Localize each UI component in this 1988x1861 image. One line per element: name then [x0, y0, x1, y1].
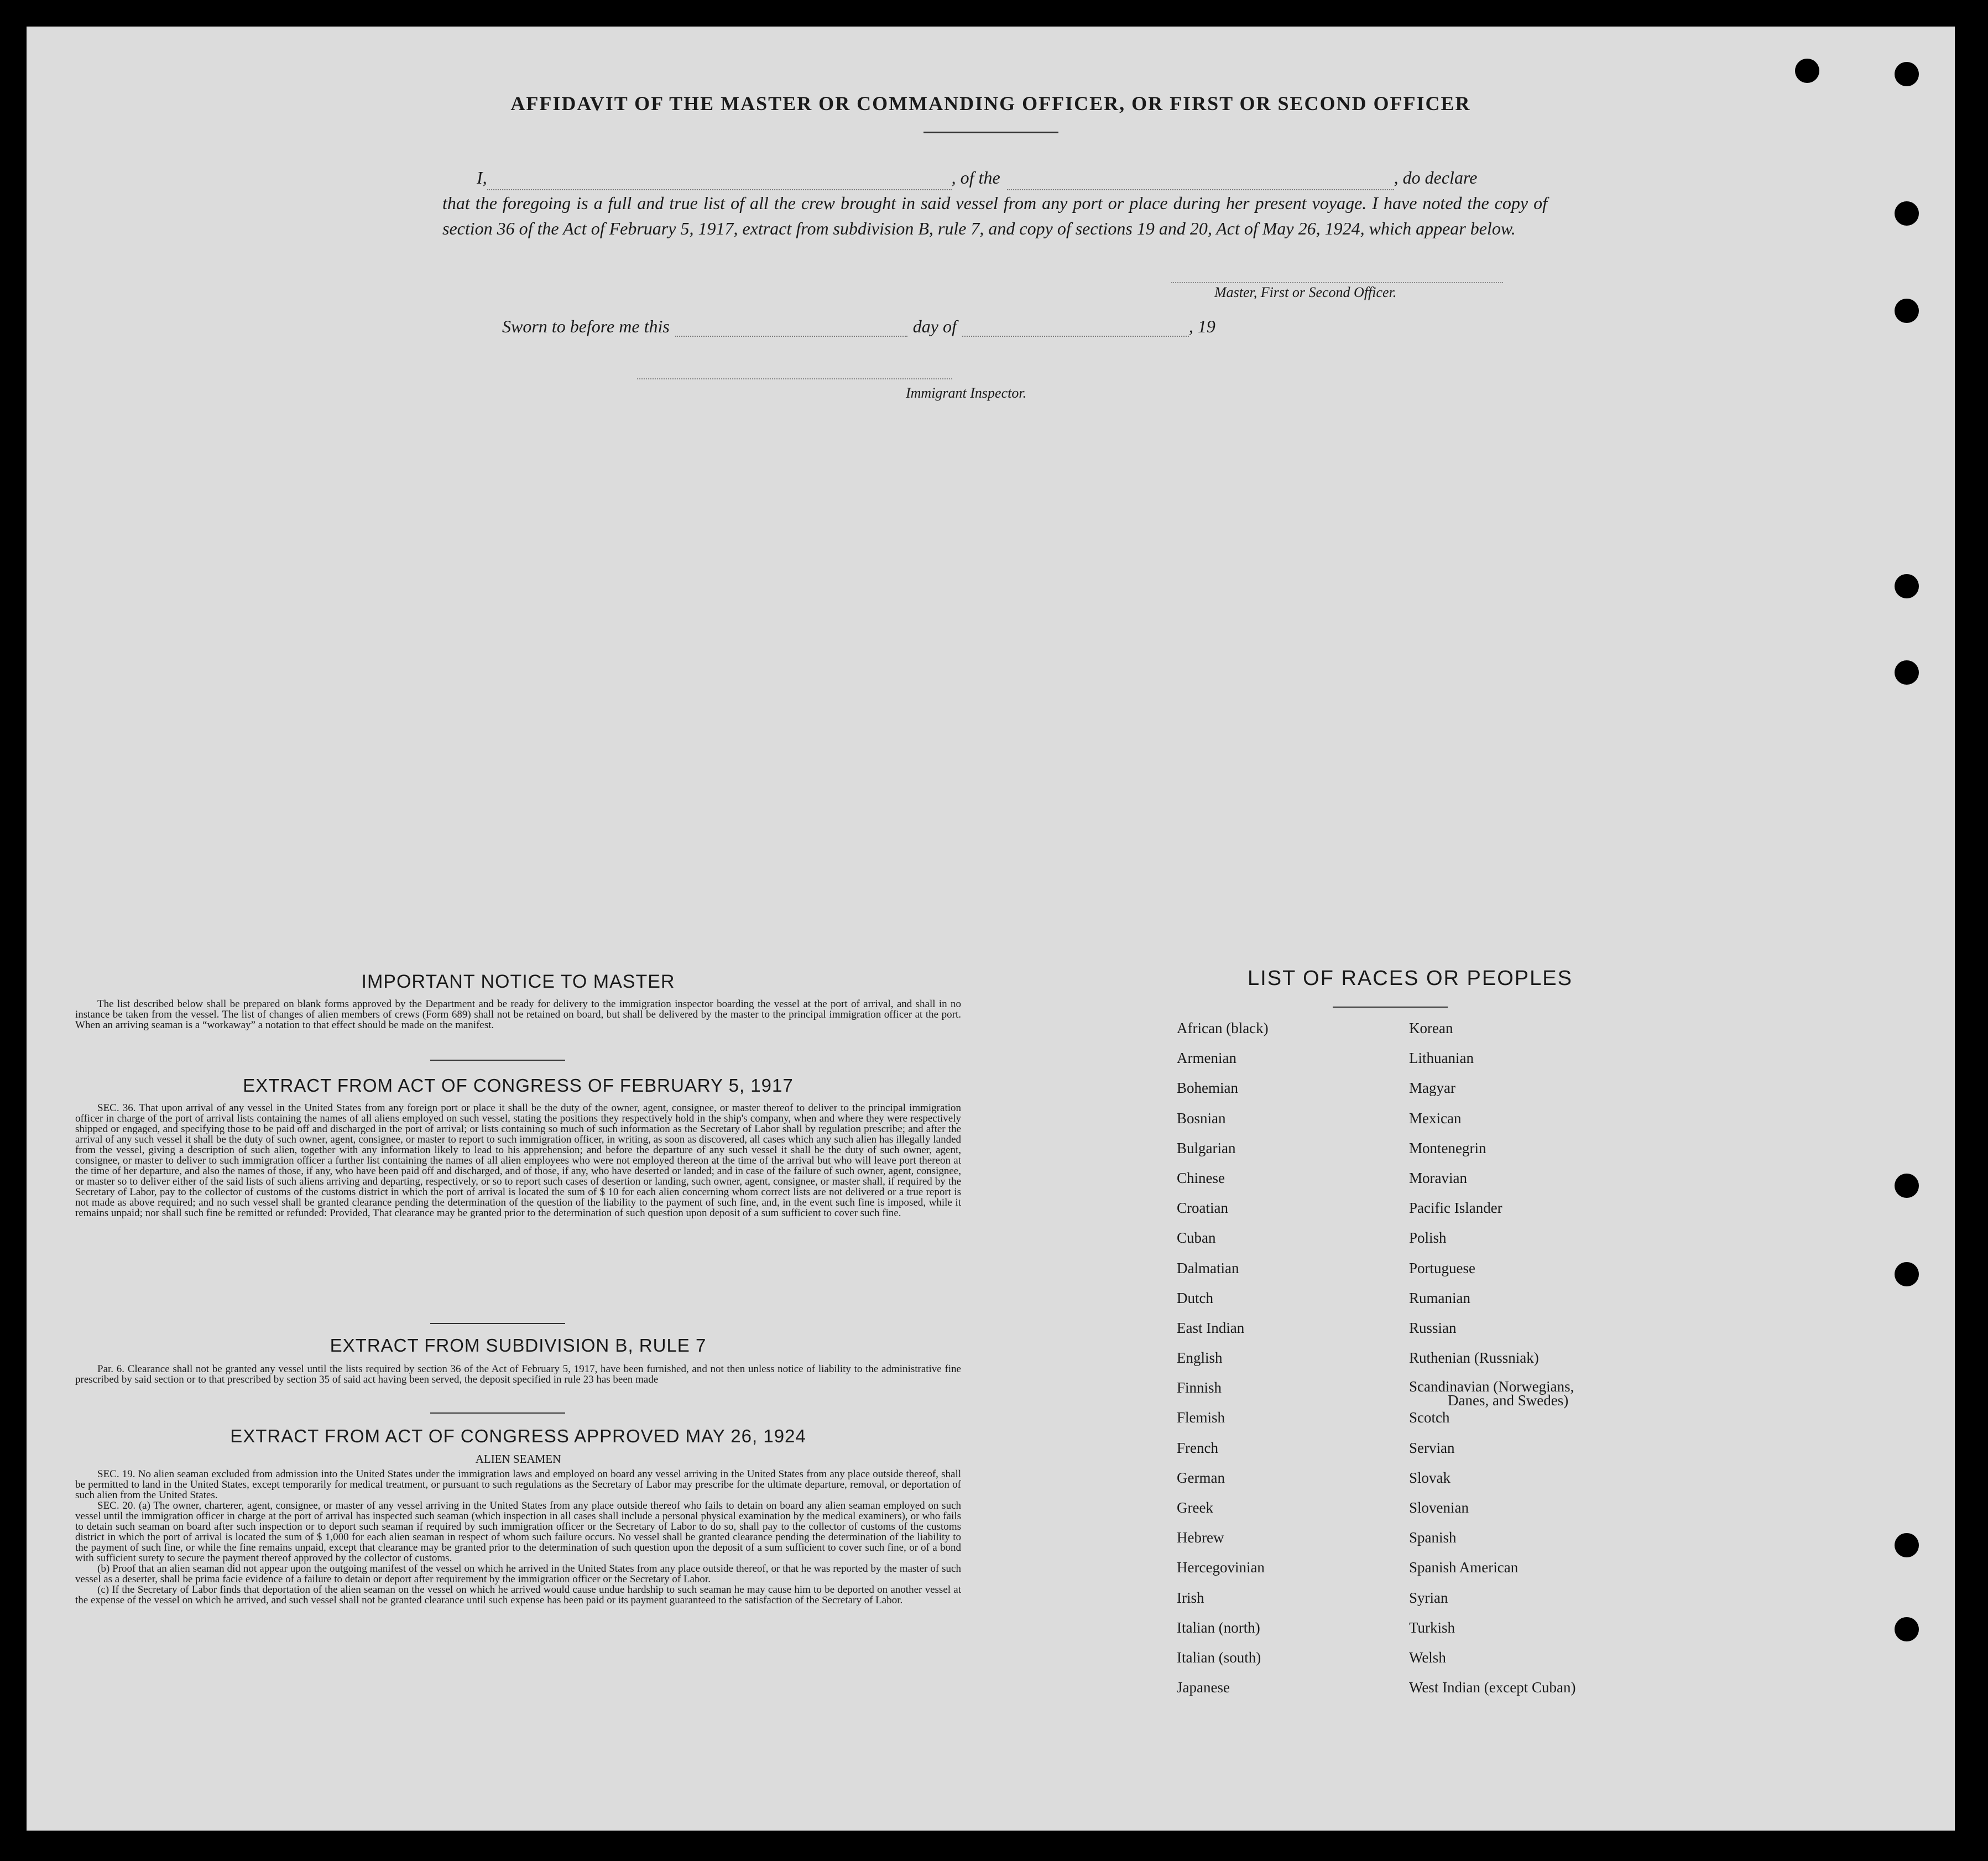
- binder-hole: [1895, 1533, 1919, 1557]
- race-item: Flemish: [1177, 1409, 1225, 1426]
- declaration-body: that the foregoing is a full and true list of all the crew brought in said vessel from any port or place during her present voyage. I have noted the copy of section 36 of the Act of February 5, 1917, extract from subdivision B, rule 7, and copy of sections 19 and 20, Act of May 26, 1924, which appear below.: [442, 193, 1547, 238]
- race-item: Dutch: [1177, 1289, 1213, 1306]
- extract-1917-title: EXTRACT FROM ACT OF CONGRESS OF FEBRUARY 5, 1917: [243, 1075, 794, 1096]
- of-the-label: , of the: [951, 168, 1000, 187]
- binder-hole: [1895, 1262, 1919, 1286]
- sworn-day-of: day of: [912, 316, 957, 336]
- affidavit-declaration: [442, 165, 1547, 241]
- race-item: Pacific Islander: [1409, 1200, 1502, 1217]
- sec-19-paragraph: SEC. 19. No alien seaman excluded from admission into the United States under the immigration laws and employed on board any vessel arriving in the United States from any place outside thereof, shall be permitted to land in the United States, except temporarily for medical treatment, or pursuant to such regulations as the Secretary of Labor may prescribe for the ultimate departure, removal, or deportation of such alien from the United States.: [75, 1468, 961, 1501]
- race-item: Slovenian: [1409, 1499, 1469, 1516]
- races-title-underline: [1333, 1007, 1448, 1008]
- race-item: Hercegovinian: [1177, 1559, 1265, 1576]
- do-declare-label: , do declare: [1394, 168, 1478, 187]
- inspector-caption: Immigrant Inspector.: [906, 385, 1027, 401]
- binder-hole: [1895, 299, 1919, 323]
- race-item: Bosnian: [1177, 1109, 1226, 1127]
- section-divider: [430, 1412, 565, 1414]
- race-item: Mexican: [1409, 1109, 1462, 1127]
- race-item: Spanish: [1409, 1529, 1457, 1546]
- races-right-column: [1409, 1020, 1575, 1709]
- race-item: Turkish: [1409, 1619, 1455, 1636]
- race-item: Greek: [1177, 1499, 1213, 1516]
- notice-paragraph: The list described below shall be prepared on blank forms approved by the Department and be ready for delivery to the immigration inspector boarding the vessel at the port of arrival, and shall in no instance be taken from the vessel. The list of changes of alien members of crews (Form 689) shall not be retained on board, but shall be delivered by the master to the principal immigration officer at the port. When an arriving seaman is a “workaway” a notation to that effect should be made on the manifest.: [75, 998, 961, 1031]
- binder-hole: [1895, 1174, 1919, 1198]
- race-item: Syrian: [1409, 1589, 1448, 1606]
- title-underline: [923, 132, 1058, 133]
- race-item: Servian: [1409, 1439, 1455, 1456]
- section-divider: [430, 1323, 565, 1324]
- sec-20c-paragraph: (c) If the Secretary of Labor finds that deportation of the alien seaman on the vessel on which he arrived would cause undue hardship to such seaman he may cause him to be deported on another vessel at the expense of the vessel on which he arrived, and such vessel shall not be granted clearance until such expense has been paid or its payment guaranteed to the satisfaction of the Secretary of Labor.: [75, 1584, 961, 1606]
- race-item: Korean: [1409, 1020, 1453, 1036]
- race-item: Bulgarian: [1177, 1139, 1236, 1156]
- master-caption: Master, First or Second Officer.: [1214, 284, 1397, 300]
- race-item: Spanish American: [1409, 1559, 1519, 1576]
- vessel-name-blank[interactable]: [1007, 171, 1394, 190]
- race-item: Welsh: [1409, 1649, 1446, 1666]
- race-item: Irish: [1177, 1589, 1204, 1606]
- race-item: Chinese: [1177, 1169, 1225, 1186]
- extract-rule7-body: [75, 1364, 961, 1385]
- race-item-scandinavian: [1409, 1379, 1575, 1409]
- extract-1917-body: [75, 1103, 961, 1218]
- extract-rule7-paragraph: Par. 6. Clearance shall not be granted any vessel until the lists required by section 36 of the Act of February 5, 1917, have been furnished, and not then unless notice of liability to the administrative fine prescribed by said section or to that prescribed by section 35 of said act having been served, the deposit specified in rule 23 has been made: [75, 1363, 961, 1385]
- affidavit-title: AFFIDAVIT OF THE MASTER OR COMMANDING OFFICER, OR FIRST OR SECOND OFFICER: [510, 92, 1471, 114]
- race-item: Slovak: [1409, 1469, 1451, 1486]
- race-item: Moravian: [1409, 1169, 1467, 1186]
- binder-hole: [1895, 62, 1919, 86]
- race-item: Croatian: [1177, 1200, 1228, 1217]
- race-item: Hebrew: [1177, 1529, 1224, 1546]
- race-item: Armenian: [1177, 1050, 1236, 1067]
- declarant-name-blank[interactable]: [487, 171, 952, 190]
- race-item: Dalmatian: [1177, 1259, 1239, 1276]
- race-item: Bohemian: [1177, 1080, 1238, 1097]
- notice-body: [75, 999, 961, 1030]
- race-item-continuation: Danes, and Swedes): [1448, 1392, 1569, 1409]
- extract-1924-body: [75, 1469, 961, 1605]
- declarant-i-label: I,: [477, 168, 487, 187]
- sec-20a-paragraph: SEC. 20. (a) The owner, charterer, agent, consignee, or master of any vessel arriving in the United States from any place outside thereof who fails to detain on board any alien seaman employed on such vessel until the immigration officer in charge at the port of arrival has inspected such seaman (which inspection in all cases shall include a personal physical examination by the medical examiners), or who fails to detain such seaman on board after such inspection or to deport such seaman if required by such immigration officer or the Secretary of Labor to do so, shall pay to the collector of customs of the customs district in which the port of arrival is located the sum of $ 1,000 for each alien seaman in respect of whom such failure occurs. No vessel shall be granted clearance pending the determination of the liability to the payment of such fine, or while the fine remains unpaid, except that clearance may be granted prior to the determination of such question upon the deposit of a sum sufficient to cover such fine, or of a bond with sufficient surety to secure the payment thereof approved by the collector of customs.: [75, 1500, 961, 1564]
- declarant-line: [442, 165, 1547, 190]
- race-item: West Indian (except Cuban): [1409, 1679, 1576, 1696]
- binder-hole: [1895, 660, 1919, 685]
- race-item: Finnish: [1177, 1379, 1222, 1396]
- race-item: German: [1177, 1469, 1225, 1486]
- sec-20b-paragraph: (b) Proof that an alien seaman did not appear upon the outgoing manifest of the vessel on which he arrived in the United States from any place outside thereof, or that he was reported by the master of such vessel as a deserter, shall be prima facie evidence of a failure to detain or deport after requirement by the immigration officer or the Secretary of Labor.: [75, 1563, 961, 1585]
- races-title: LIST OF RACES OR PEOPLES: [1248, 967, 1573, 990]
- sworn-year: , 19: [1188, 316, 1215, 336]
- sworn-day-blank[interactable]: [675, 318, 907, 337]
- form-page: [27, 27, 1955, 1831]
- notice-title: IMPORTANT NOTICE TO MASTER: [361, 971, 675, 992]
- race-item: Polish: [1409, 1229, 1447, 1247]
- extract-1924-title: EXTRACT FROM ACT OF CONGRESS APPROVED MAY 26, 1924: [230, 1426, 806, 1446]
- sworn-prefix: Sworn to before me this: [502, 316, 670, 336]
- alien-seamen-subtitle: ALIEN SEAMEN: [475, 1452, 561, 1466]
- race-item: Lithuanian: [1409, 1050, 1474, 1067]
- race-item: French: [1177, 1439, 1218, 1456]
- binder-hole: [1895, 1617, 1919, 1641]
- races-left-column: [1177, 1020, 1269, 1709]
- race-item: Italian (north): [1177, 1619, 1260, 1636]
- race-item: Rumanian: [1409, 1289, 1470, 1306]
- sworn-line: [502, 316, 1215, 337]
- race-item: Scotch: [1409, 1409, 1450, 1426]
- race-item: Ruthenian (Russniak): [1409, 1349, 1539, 1367]
- master-signature-line[interactable]: [1171, 282, 1503, 283]
- race-item: African (black): [1177, 1020, 1269, 1036]
- sworn-month-blank[interactable]: [962, 318, 1189, 337]
- binder-hole: [1895, 201, 1919, 226]
- race-item: Portuguese: [1409, 1259, 1475, 1276]
- inspector-signature-line[interactable]: [637, 378, 952, 379]
- race-item: Magyar: [1409, 1080, 1455, 1097]
- race-item: Russian: [1409, 1319, 1457, 1336]
- race-item-label: Scandinavian (Norwegians,: [1409, 1378, 1574, 1395]
- race-item: East Indian: [1177, 1319, 1245, 1336]
- race-item: English: [1177, 1349, 1223, 1367]
- extract-1917-paragraph: SEC. 36. That upon arrival of any vessel in the United States from any foreign port or place it shall be the duty of the owner, agent, consignee, or master thereof to deliver to the principal immigration officer in charge of the port of arrival lists containing the names of all aliens employed on such vessel, stating the positions they respectively hold in the ship's company, when and where they were respectively shipped or engaged, and specifying those to be paid off and discharged in the port of arrival; or lists containing so much of such information as the Secretary of Labor shall by regulation prescribe; and after the arrival of any such vessel it shall be the duty of such owner, agent, consignee, or master to report to such immigration officer, in writing, as soon as discovered, all cases which any such alien has illegally landed from the vessel, giving a description of such alien, together with any information likely to lead to his apprehension; and before the departure of any such vessel it shall be the duty of such owner, agent, consignee, or master to deliver to such immigration officer a further list containing the names of all alien employees who were not employed thereon at the time of the arrival but who will leave port thereon at the time of her departure, and also the names of those, if any, who have been paid off and discharged, and of those, if any, who have deserted or landed; and in case of the failure of such owner, agent, consignee, or master so to deliver either of the said lists of such aliens arriving and departing, respectively, or so to report such cases of desertion or landing, such owner, agent, consignee, or master shall, if required by the Secretary of Labor, pay to the collector of customs of the customs district in which the port of arrival is located the sum of $ 10 for each alien concerning whom correct lists are not delivered or a true report is not made as above required; and no such vessel shall be granted clearance pending the determination of the question of the liability to the payment of such fine, and, in the event such fine is imposed, while it remains unpaid; nor shall such fine be remitted or refunded: Provided, That clearance may be granted prior to the determination of such question upon deposit of a sum sufficient to cover such fine.: [75, 1102, 961, 1219]
- binder-hole: [1795, 59, 1819, 83]
- binder-hole: [1895, 574, 1919, 598]
- section-divider: [430, 1060, 565, 1061]
- race-item: Cuban: [1177, 1229, 1216, 1247]
- race-item: Japanese: [1177, 1679, 1230, 1696]
- race-item: Montenegrin: [1409, 1139, 1486, 1156]
- race-item: Italian (south): [1177, 1649, 1261, 1666]
- extract-rule7-title: EXTRACT FROM SUBDIVISION B, RULE 7: [330, 1335, 707, 1356]
